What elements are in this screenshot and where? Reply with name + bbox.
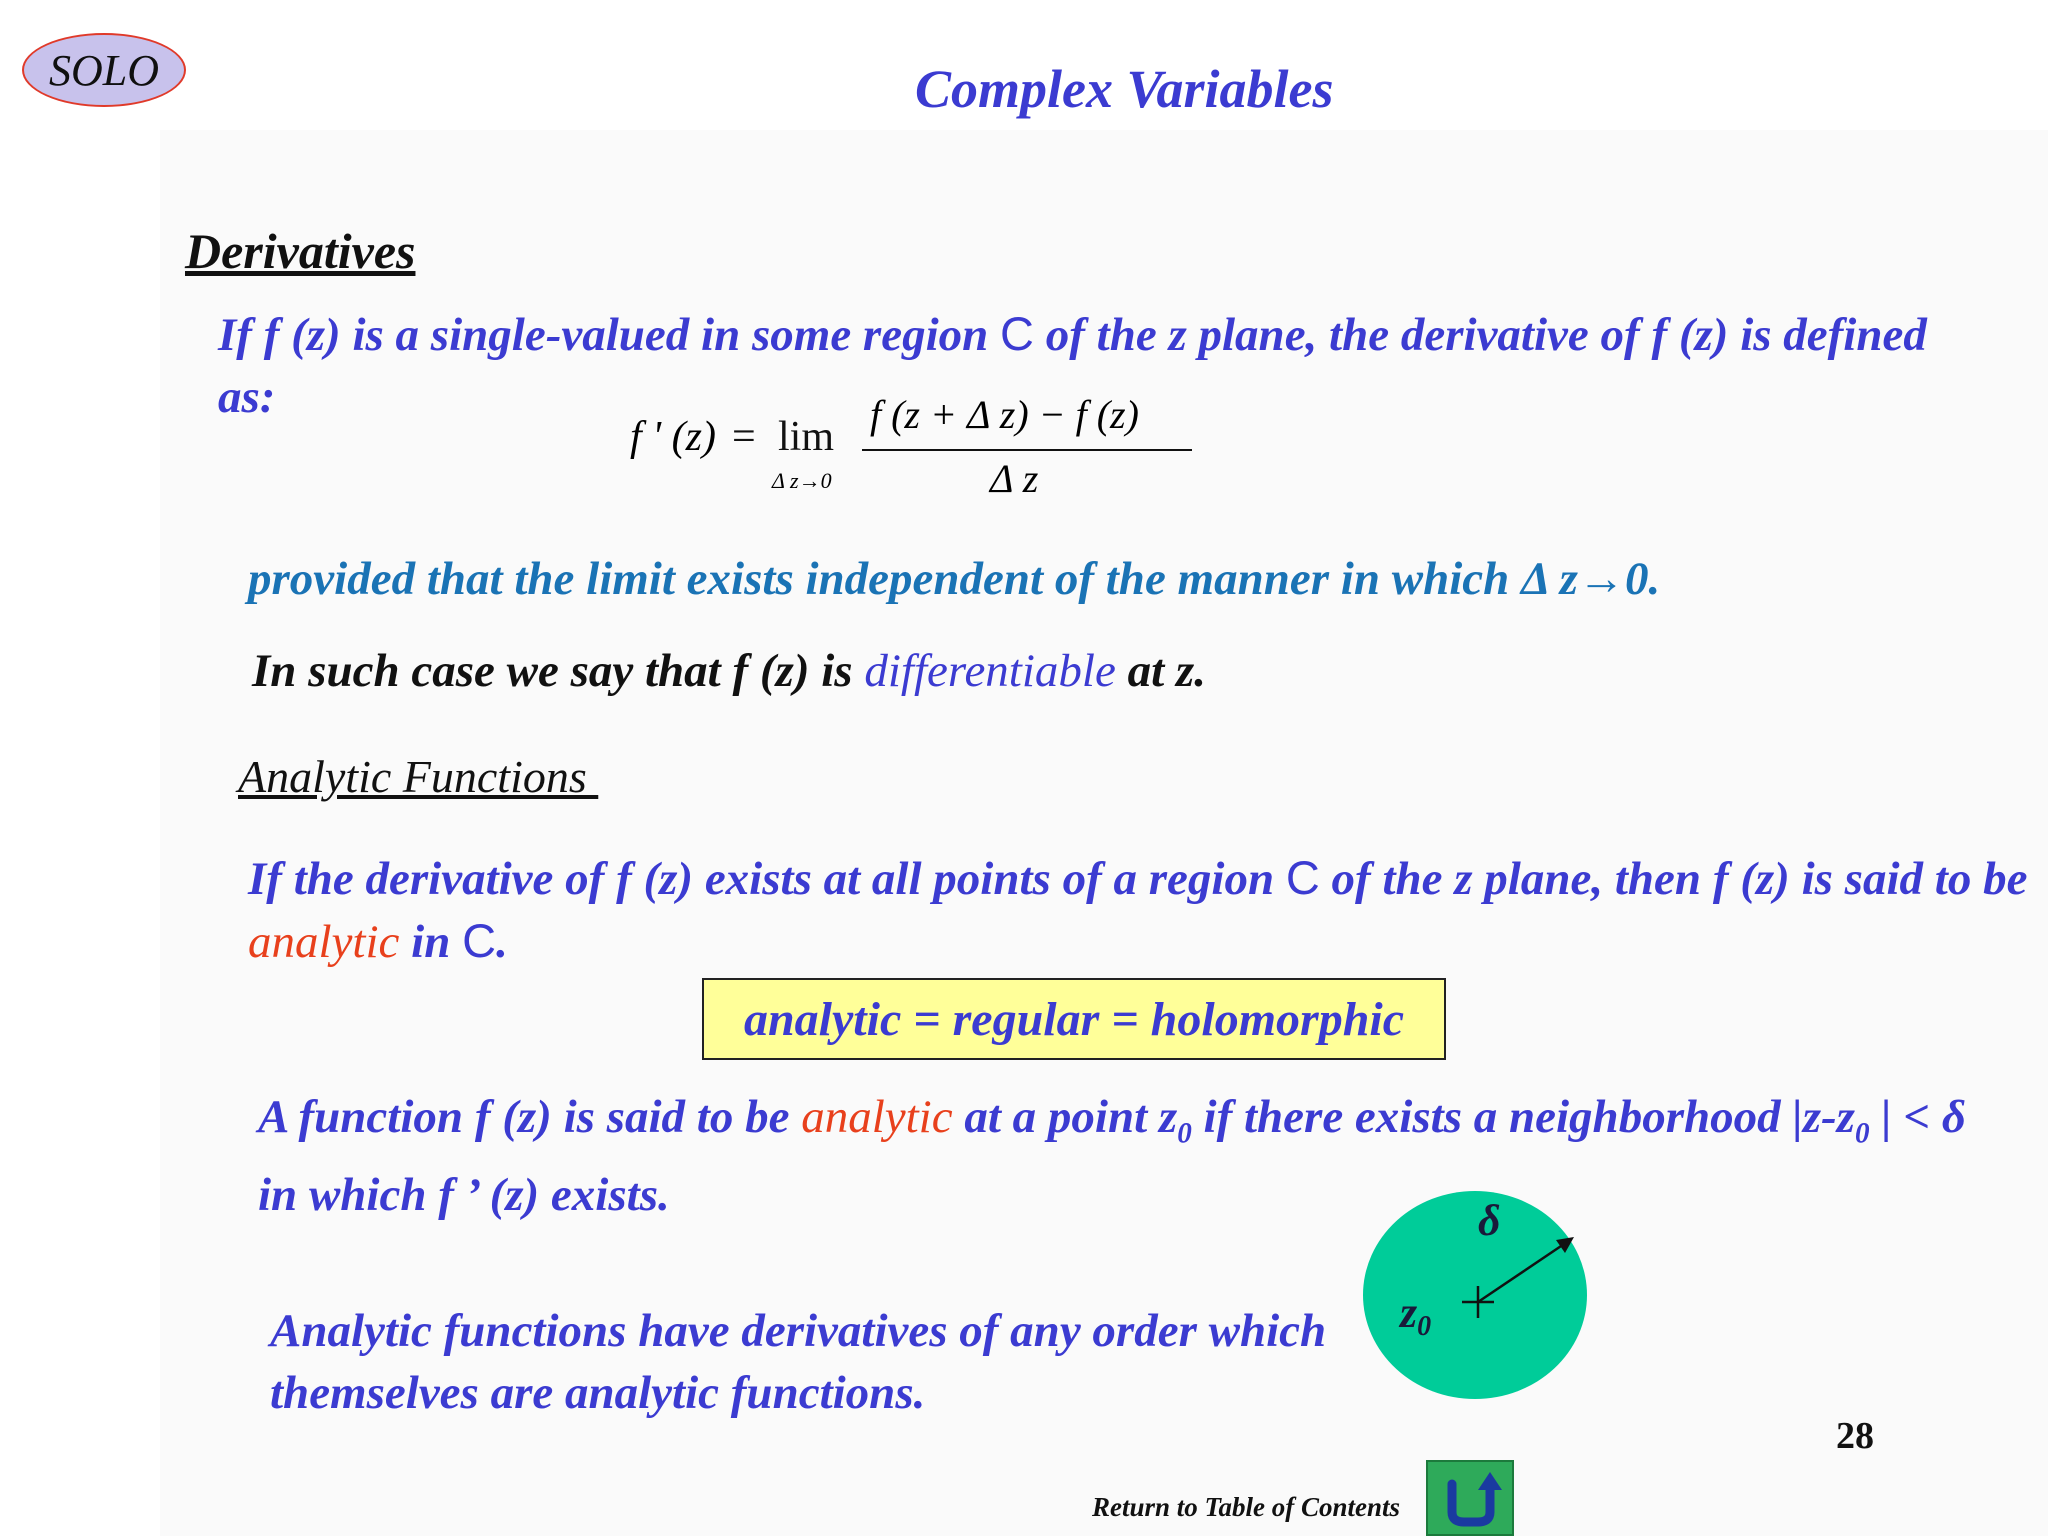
analytic-definition-text (248, 847, 2028, 973)
neighborhood-disc (1363, 1191, 1587, 1399)
logo-text: SOLO (48, 45, 160, 95)
differentiable-text (252, 640, 1206, 702)
text-run: exists at all points of a region (693, 853, 1286, 905)
text-run: f (z) (474, 1091, 552, 1143)
text-run: f (z) (1712, 853, 1790, 905)
text-run: is said to be (551, 1091, 802, 1143)
subscript: 0 (1854, 1117, 1870, 1150)
analytic-at-point-text (258, 1086, 1998, 1226)
limit-condition-text: provided that the limit exists independent of the manner in which Δ z→0. (248, 553, 1661, 605)
text-run: is defined as: (218, 309, 1927, 423)
return-button[interactable] (1426, 1460, 1514, 1536)
text-run: at z. (1115, 645, 1206, 697)
text-run: is (809, 645, 865, 697)
delta-label: δ (1478, 1196, 1501, 1245)
text-run: A function (258, 1091, 475, 1143)
text-run: of the z plane, the derivative of (1034, 309, 1652, 361)
text-run: If the derivative of (248, 853, 617, 905)
text-run: is said to be (1789, 853, 2028, 905)
formula-equals: = (732, 414, 756, 460)
solo-logo (22, 33, 186, 107)
text-run: if there exists a neighborhood |z-z (1191, 1091, 1855, 1143)
analytic-functions-heading: Analytic Functions (238, 751, 599, 802)
return-to-toc-link[interactable]: Return to Table of Contents (1092, 1492, 1401, 1522)
analytic-term: analytic (801, 1091, 953, 1143)
z-subscript: 0 (1417, 1311, 1432, 1342)
page-number: 28 (1836, 1415, 1874, 1457)
neighborhood-diagram (1360, 1185, 1600, 1405)
formula-lim-sub: Δ z→0 (772, 468, 832, 493)
formula-numerator: f (z + Δ z) − f (z) (870, 392, 1139, 437)
text-run: at a point z (952, 1091, 1178, 1143)
z-letter: z (1400, 1288, 1418, 1337)
derivative-formula (620, 380, 1200, 510)
synonyms-box: analytic = regular = holomorphic (702, 978, 1446, 1060)
derivatives-heading: Derivatives (185, 223, 416, 279)
text-run: f ’ (z) (438, 1169, 540, 1222)
region-symbol: C (1285, 851, 1320, 904)
higher-derivatives-text: Analytic functions have derivatives of any order which themselves are analytic functions. (270, 1305, 1327, 1419)
region-symbol: C (462, 914, 497, 967)
text-run: If (218, 309, 264, 361)
text-run: | < δ in which (258, 1091, 1966, 1222)
region-symbol: C (1000, 307, 1034, 360)
text-run: is a single-valued in some region (340, 309, 1001, 361)
subscript: 0 (1177, 1117, 1192, 1150)
formula-lhs: f ' (z) (630, 414, 716, 460)
text-run: f (z) (732, 645, 810, 697)
differentiable-term: differentiable (864, 645, 1116, 697)
analytic-term: analytic (248, 916, 400, 968)
formula-lim: lim (778, 414, 835, 460)
text-run: exists. (539, 1169, 670, 1222)
formula-denominator: Δ z (990, 456, 1039, 501)
return-arrow-icon (1428, 1462, 1512, 1534)
text-run: In such case we say that (252, 645, 733, 697)
page-title: Complex Variables (915, 59, 1334, 119)
text-run: . (496, 916, 508, 968)
text-run: of the z plane, then (1319, 853, 1713, 905)
text-run: f (z) (263, 309, 341, 361)
text-run: f (z) (1651, 309, 1729, 361)
text-run: in (399, 916, 463, 968)
text-run: f (z) (616, 853, 694, 905)
